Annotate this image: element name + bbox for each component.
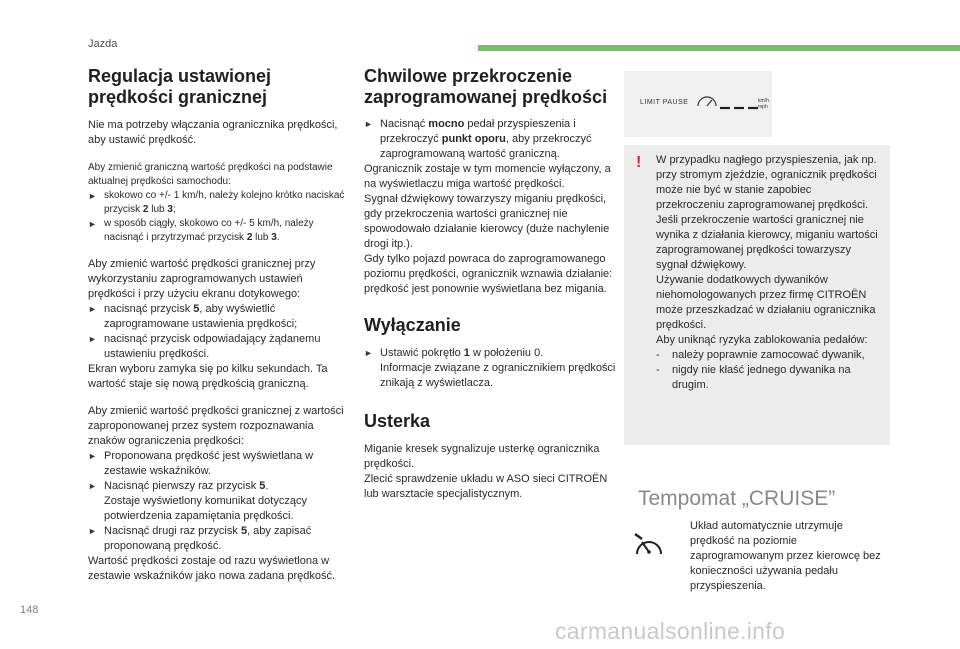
- bullet-arrow-icon: ►: [364, 119, 373, 129]
- step-intro: Aby zmienić graniczną wartość prędkości na podstawie aktualnej prędkości samochodu:: [88, 162, 333, 187]
- override-p3: Gdy tylko pojazd powraca do zaprogramowanego poziomu prędkości, ogranicznik wznawia działanie: prędkość jest ponownie wyświetlana bez migania.: [364, 253, 613, 295]
- step2-conj: lub: [252, 232, 272, 243]
- override-p2: Sygnał dźwiękowy towarzyszy miganiu prędkości, gdy przekroczenia wartości granicznej nie spowodowało działanie kierowcy (duże nachylenie drogi itp.).: [364, 193, 610, 250]
- warning-icon: !: [636, 154, 642, 171]
- step1-end: ;: [172, 204, 176, 215]
- page-number: 148: [20, 604, 39, 616]
- list-item: [88, 189, 350, 217]
- override-text: Nacisnąć: [380, 118, 429, 130]
- sign2-text: Nacisnąć pierwszy raz przycisk: [104, 480, 260, 492]
- touch1-text: nacisnąć przycisk: [104, 303, 194, 315]
- cruise-control-icon: [632, 530, 666, 564]
- warning-text: [656, 153, 882, 393]
- warning-box: [624, 145, 890, 445]
- heading-cruise-control: Tempomat „CRUISE”: [638, 487, 836, 510]
- warning-p4: Aby uniknąć ryzyka zablokowania pedałów:: [656, 334, 868, 346]
- bullet-arrow-icon: ►: [88, 481, 97, 491]
- fault-p1: Miganie kresek sygnalizuje usterkę ogranicznika prędkości.: [364, 443, 600, 470]
- bullet-arrow-icon: ►: [88, 304, 97, 314]
- warning-p2: Jeśli przekroczenie wartości granicznej nie wynika z działania kierowcy, miganiu wartości zaprogramowanej prędkości towarzyszy sygnał dźwiękowy.: [656, 214, 878, 271]
- switch-off-text: Ustawić pokrętło: [380, 347, 464, 359]
- key-number: 1: [463, 347, 470, 359]
- list-item: [364, 346, 616, 391]
- warning-dash1: należy poprawnie zamocować dywanik,: [672, 349, 865, 361]
- sign2-cont: Zostaje wyświetlony komunikat dotyczący potwierdzenia zapamiętania prędkości.: [104, 495, 307, 522]
- switch-off-end: w położeniu 0.: [469, 347, 544, 359]
- section-accent-bar: [478, 45, 960, 51]
- dash-mark: -: [656, 349, 660, 361]
- key-number: 5: [259, 480, 266, 492]
- cruise-control-text: Układ automatycznie utrzymuje prędkość na poziomie zaprogramowanym przez kierowcę bez konieczności używania pedału przyspieszenia.: [690, 520, 881, 592]
- list-item: [88, 302, 350, 332]
- sign2-end: .: [265, 480, 269, 492]
- switch-off-cont: Informacje związane z ogranicznikiem prędkości znikają z wyświetlacza.: [380, 362, 616, 389]
- bullet-arrow-icon: ►: [88, 526, 97, 536]
- touch-after: Ekran wyboru zamyka się po kilku sekundach. Ta wartość staje się nową prędkością graniczną.: [88, 363, 328, 390]
- emphasis-text: mocno: [428, 118, 465, 130]
- key-number: 2: [142, 204, 149, 215]
- warning-dash2: nigdy nie kłaść jednego dywanika na drugim.: [672, 364, 851, 391]
- unit-kmh: km/h: [758, 98, 769, 104]
- key-number: 5: [193, 303, 200, 315]
- emphasis-text: punkt oporu: [441, 133, 506, 145]
- column-override: [364, 66, 616, 502]
- key-number: 5: [240, 525, 248, 537]
- heading-fault: Usterka: [364, 411, 431, 431]
- list-item: [88, 479, 350, 524]
- sign3-text: Nacisnąć drugi raz przycisk: [104, 525, 241, 537]
- display-units: [758, 98, 769, 110]
- bullet-arrow-icon: ►: [88, 191, 97, 201]
- key-number: 2: [246, 232, 253, 243]
- list-item: [88, 332, 350, 362]
- sign3-end: , aby zapisać proponowaną prędkość.: [104, 525, 312, 552]
- key-number: 3: [271, 232, 277, 243]
- step1-conj: lub: [148, 204, 168, 215]
- touch2-text: nacisnąć przycisk odpowiadający żądanemu ustawieniu prędkości.: [104, 333, 321, 360]
- fault-p2: Zlecić sprawdzenie układu w ASO sieci CITROËN lub warsztacie specjalistycznym.: [364, 473, 608, 500]
- unit-mph: mph: [758, 104, 768, 110]
- warning-p3: Używanie dodatkowych dywaników niehomologowanych przez firmę CITROËN może przeszkadzać w działaniu ogranicznika prędkości.: [656, 274, 876, 331]
- step2-end: .: [276, 232, 280, 243]
- override-p1: Ogranicznik zostaje w tym momencie wyłączony, a na wyświetlaczu miga wartość prędkości.: [364, 163, 611, 190]
- column-speed-setting: [88, 66, 350, 584]
- list-item: [656, 363, 882, 393]
- list-item: [364, 117, 616, 162]
- heading-speed-setting: Regulacja ustawionej prędkości granicznej: [88, 66, 272, 107]
- step1-text: skokowo co +/- 1 km/h, należy kolejno krótko naciskać przycisk: [104, 190, 345, 215]
- bullet-arrow-icon: ►: [88, 219, 97, 229]
- step-group: [88, 161, 350, 245]
- bullet-arrow-icon: ►: [88, 334, 97, 344]
- touch-intro: Aby zmienić wartość prędkości granicznej przy wykorzystaniu zaprogramowanych ustawień prędkości i przy użyciu ekranu dotykowego:: [88, 258, 316, 300]
- override-text-end: , aby przekroczyć zaprogramowaną wartość graniczną.: [380, 133, 592, 160]
- section-label: Jazda: [88, 38, 118, 50]
- display-label: LIMIT PAUSE: [640, 99, 689, 106]
- key-number: 3: [167, 204, 173, 215]
- override-text-mid: pedał przyspieszenia i przekroczyć: [380, 118, 576, 145]
- touch-group: [88, 257, 350, 392]
- watermark: carmanualsonline.info: [555, 618, 786, 644]
- warning-p1: W przypadku nagłego przyspieszenia, jak np. przy stromym zjeździe, ogranicznik prędkości może nie być w stanie zapobiec przekroczeniu zaprogramowanej prędkości.: [656, 154, 877, 211]
- list-item: [88, 217, 350, 245]
- touch1-end: , aby wyświetlić zaprogramowane ustawienia prędkości;: [104, 303, 298, 330]
- sign-intro: Aby zmienić wartość prędkości granicznej z wartości zaproponowanej przez system rozpoznawania znaków ograniczenia prędkości:: [88, 405, 344, 447]
- bullet-arrow-icon: ►: [364, 348, 373, 358]
- intro-text: Nie ma potrzeby włączania ogranicznika prędkości, aby ustawić prędkość.: [88, 119, 338, 146]
- step2-text: w sposób ciągły, skokowo co +/- 5 km/h, należy nacisnąć i przytrzymać przycisk: [104, 218, 314, 243]
- heading-switch-off: Wyłączanie: [364, 315, 461, 335]
- list-item: [88, 449, 350, 479]
- sign-after: Wartość prędkości zostaje od razu wyświetlona w zestawie wskaźników jako nowa zadana prędkość.: [88, 555, 336, 582]
- bullet-arrow-icon: ►: [88, 451, 97, 461]
- list-item: [656, 348, 882, 363]
- dash-mark: -: [656, 364, 660, 376]
- sign-group: [88, 404, 350, 584]
- heading-override: Chwilowe przekroczenie zaprogramowanej prędkości: [364, 66, 608, 107]
- sign1-text: Proponowana prędkość jest wyświetlana w zestawie wskaźników.: [104, 450, 314, 477]
- list-item: [88, 524, 350, 554]
